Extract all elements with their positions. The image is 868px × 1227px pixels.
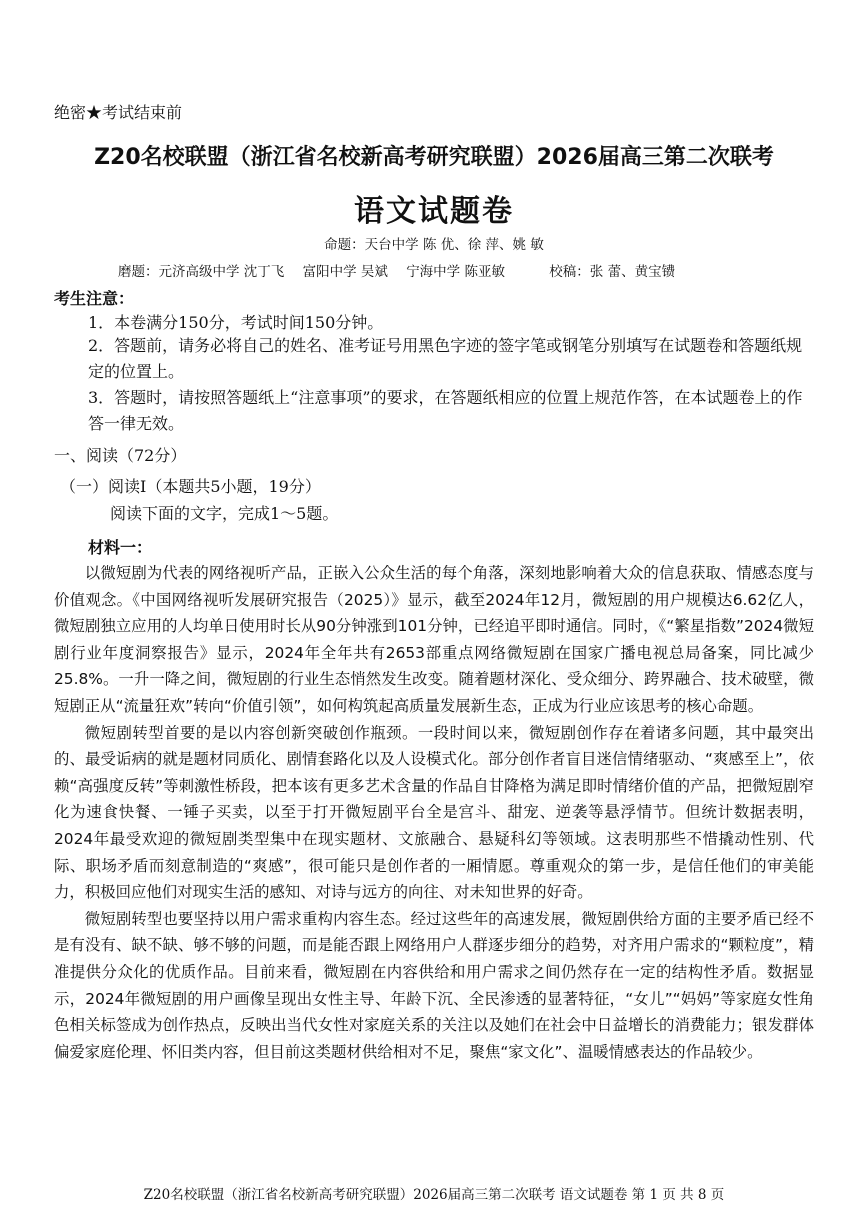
exam-title: Z20名校联盟（浙江省名校新高考研究联盟）2026届高三第二次联考 bbox=[94, 145, 774, 170]
page-footer: Z20名校联盟（浙江省名校新高考研究联盟）2026届高三第二次联考 语文试题卷 第 1 页 共 8 页 bbox=[143, 1187, 725, 1203]
notice-item: 3．答题时，请按照答题纸上“注意事项”的要求，在答题纸相应的位置上规范作答，在本试题卷上的作答一律无效。 bbox=[88, 388, 803, 433]
instruction: 阅读下面的文字，完成1～5题。 bbox=[110, 504, 339, 523]
reviewer-line bbox=[118, 260, 689, 280]
reading-passage bbox=[54, 560, 814, 1065]
paragraph: 微短剧转型也要坚持以用户需求重构内容生态。经过这些年的高速发展，微短剧供给方面的主要矛盾已经不是有没有、缺不缺、够不够的问题，而是能否跟上网络用户人群逐步细分的趋势，对齐用户需求的“颗粒度”，精准提供分众化的优质作品。目前来看，微短剧在内容供给和用户需求之间仍然存在一定的结构性矛盾。数据显示，2024年微短剧的用户画像呈现出女性主导、年龄下沉、全民渗透的显著特征，“女儿”“妈妈”等家庭女性角色相关标签成为创作热点，反映出当代女性对家庭关系的关注以及她们在社会中日益增长的消费能力；银发群体偏爱家庭伦理、怀旧类内容，但目前这类题材供给相对不足，聚焦“家文化”、温暖情感表达的作品较少。 bbox=[54, 909, 814, 1061]
material-label: 材料一： bbox=[88, 538, 153, 557]
section-title: 一、阅读（72分） bbox=[54, 446, 187, 465]
paper-title: 语文试题卷 bbox=[354, 194, 514, 229]
reviewer-3: 宁海中学 陈亚敏 bbox=[406, 264, 505, 280]
paragraph: 微短剧转型首要的是以内容创新突破创作瓶颈。一段时间以来，微短剧创作存在着诸多问题，其中最突出的、最受诟病的就是题材同质化、剧情套路化以及人设模式化。部分创作者盲目迷信情绪驱动、“爽感至上”，依赖“高强度反转”等刺激性桥段，把本该有更多艺术含量的作品自甘降格为满足即时情绪价值的产品，把微短剧窄化为速食快餐、一锤子买卖，以至于打开微短剧平台全是宫斗、甜宠、逆袭等悬浮情节。但统计数据表明，2024年最受欢迎的微短剧类型集中在现实题材、文旅融合、悬疑科幻等领域。这表明那些不惜撬动性别、代际、职场矛盾而刻意制造的“爽感”，很可能只是创作者的一厢情愿。尊重观众的第一步，是信任他们的审美能力，积极回应他们对现实生活的感知、对诗与远方的向往、对未知世界的好奇。 bbox=[54, 723, 814, 902]
notice-item: 2．答题前，请务必将自己的姓名、准考证号用黑色字迹的签字笔或钢笔分别填写在试题卷和答题纸规定的位置上。 bbox=[88, 336, 803, 381]
reviewer-1: 磨题：元济高级中学 沈丁飞 bbox=[118, 264, 285, 280]
author-line: 命题：天台中学 陈 优、徐 萍、姚 敏 bbox=[324, 237, 544, 253]
reviewer-2: 富阳中学 吴斌 bbox=[302, 264, 388, 280]
notice-heading: 考生注意： bbox=[54, 289, 135, 308]
subsection-title: （一）阅读Ⅰ（本题共5小题，19分） bbox=[60, 477, 321, 496]
proofreader: 校稿：张 蕾、黄宝镄 bbox=[549, 264, 676, 280]
confidential-label: 绝密★考试结束前 bbox=[54, 103, 183, 122]
paragraph: 以微短剧为代表的网络视听产品，正嵌入公众生活的每个角落，深刻地影响着大众的信息获取、情感态度与价值观念。《中国网络视听发展研究报告（2025）》显示，截至2024年12月，微短剧的用户规模达6.62亿人，微短剧独立应用的人均单日使用时长从90分钟涨到101分钟，已经追平即时通信。同时，《“繁星指数”2024微短剧行业年度洞察报告》显示，2024年全年共有2653部重点网络微短剧在国家广播电视总局备案，同比减少 25.8%。一升一降之间，微短剧的行业生态悄然发生改变。随着题材深化、受众细分、跨界融合、技术破壁，微短剧正从“流量狂欢”转向“价值引领”，如何构筑起高质量发展新生态，正成为行业应该思考的核心命题。 bbox=[54, 564, 814, 715]
notice-item: 1．本卷满分150分，考试时间150分钟。 bbox=[88, 313, 384, 332]
